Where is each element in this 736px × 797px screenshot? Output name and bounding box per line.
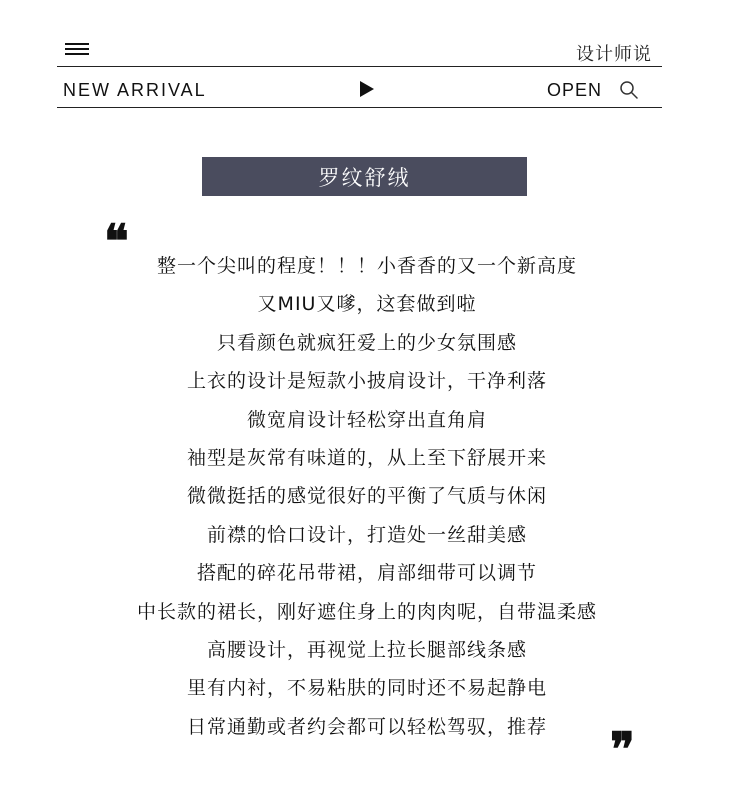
description-line: 日常通勤或者约会都可以轻松驾驭，推荐	[186, 715, 547, 738]
description-line: 袖型是灰常有味道的，从上至下舒展开来	[186, 446, 547, 469]
section-title: 罗纹舒绒	[318, 165, 411, 190]
description-line: 整一个尖叫的程度！！！小香香的又一个新高度	[156, 255, 577, 277]
section-title-bar	[202, 157, 527, 196]
description-text	[57, 247, 677, 746]
open-link[interactable]: OPEN	[547, 80, 603, 100]
header-bottom-divider	[57, 107, 662, 108]
open-quote-icon: ❝	[104, 214, 129, 268]
description-line: 又MIU又嗲，这套做到啦	[257, 293, 477, 316]
description-line: 只看颜色就疯狂爱上的少女氛围感	[216, 331, 517, 354]
description-line: 中长款的裙长，刚好遮住身上的肉肉呢，自带温柔感	[136, 600, 597, 623]
hamburger-menu-icon[interactable]	[65, 43, 89, 57]
close-quote-icon: ❞	[610, 722, 635, 776]
site-name[interactable]: 设计师说	[576, 44, 652, 65]
description-line: 上衣的设计是短款小披肩设计，干净利落	[186, 370, 547, 393]
new-arrival-link[interactable]: NEW ARRIVAL	[63, 80, 207, 100]
header-top-divider	[57, 66, 662, 67]
description-line: 微宽肩设计轻松穿出直角肩	[246, 408, 487, 431]
description-line: 高腰设计，再视觉上拉长腿部线条感	[206, 638, 527, 661]
description-line: 搭配的碎花吊带裙，肩部细带可以调节	[196, 562, 537, 585]
search-icon[interactable]	[619, 80, 639, 100]
description-line: 前襟的恰口设计，打造处一丝甜美感	[206, 523, 527, 546]
description-line: 微微挺括的感觉很好的平衡了气质与休闲	[186, 485, 547, 508]
play-icon[interactable]	[360, 81, 374, 97]
description-line: 里有内衬，不易粘肤的同时还不易起静电	[186, 677, 547, 700]
